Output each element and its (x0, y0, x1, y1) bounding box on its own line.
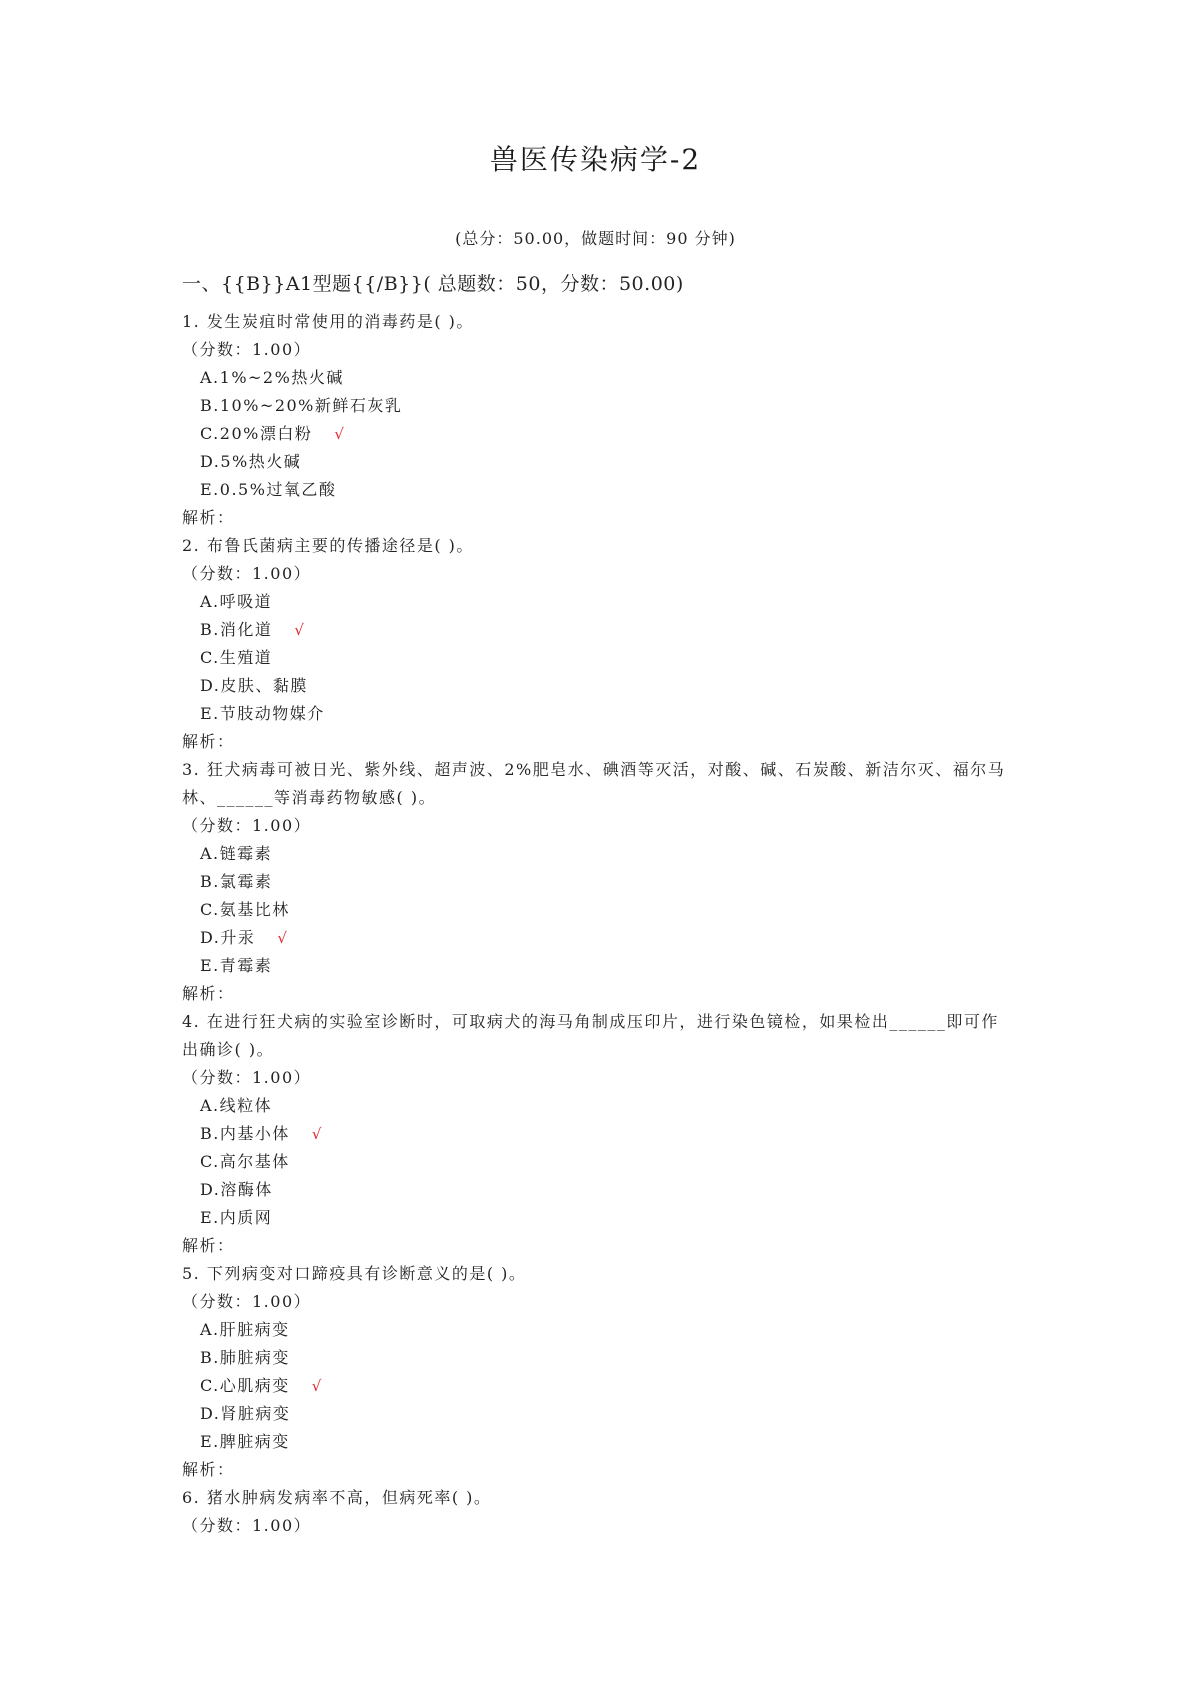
exam-meta: (总分：50.00，做题时间：90 分钟) (455, 229, 736, 248)
option-list (182, 1092, 1012, 1232)
option-label: A.肝脏病变 (200, 1320, 290, 1339)
option-label: A.线粒体 (200, 1096, 273, 1115)
question-score: （分数：1.00） (182, 564, 312, 583)
option-label: B.消化道 (200, 620, 273, 639)
option-label: D.升汞 (200, 928, 256, 947)
question-item (182, 756, 1012, 1008)
answer-option (182, 868, 1012, 896)
option-label: B.内基小体 (200, 1124, 290, 1143)
answer-option (182, 644, 1012, 672)
question-text: 6. 猪水肿病发病率不高，但病死率( )。 (182, 1488, 492, 1507)
answer-option (182, 364, 1012, 392)
question-item (182, 1484, 1012, 1540)
answer-option (182, 1176, 1012, 1204)
question-item (182, 1260, 1012, 1484)
answer-option (182, 672, 1012, 700)
option-label: D.皮肤、黏膜 (200, 676, 308, 695)
answer-option (182, 840, 1012, 868)
option-label: C.高尔基体 (200, 1152, 290, 1171)
option-label: A.1%~2%热火碱 (200, 368, 344, 387)
answer-option (182, 1344, 1012, 1372)
document-title: 兽医传染病学-2 (489, 143, 702, 176)
correct-check-icon: √ (311, 1125, 323, 1143)
correct-check-icon: √ (311, 1377, 323, 1395)
analysis-label: 解析： (182, 1460, 235, 1479)
answer-option (182, 952, 1012, 980)
option-label: E.脾脏病变 (200, 1432, 290, 1451)
answer-option (182, 896, 1012, 924)
answer-option (182, 1204, 1012, 1232)
question-item (182, 1008, 1012, 1260)
question-score: （分数：1.00） (182, 816, 312, 835)
option-list (182, 364, 1012, 504)
answer-option (182, 1372, 1012, 1400)
option-label: B.氯霉素 (200, 872, 273, 891)
question-score: （分数：1.00） (182, 1292, 312, 1311)
correct-check-icon: √ (334, 425, 346, 443)
question-item (182, 308, 1012, 532)
question-list (182, 308, 1012, 1540)
option-label: E.内质网 (200, 1208, 273, 1227)
answer-option (182, 588, 1012, 616)
answer-option (182, 448, 1012, 476)
analysis-label: 解析： (182, 1236, 235, 1255)
answer-option (182, 924, 1012, 952)
question-score: （分数：1.00） (182, 340, 312, 359)
answer-option (182, 1428, 1012, 1456)
answer-option (182, 420, 1012, 448)
question-score: （分数：1.00） (182, 1516, 312, 1535)
question-item (182, 532, 1012, 756)
answer-option (182, 392, 1012, 420)
answer-option (182, 1148, 1012, 1176)
question-score: （分数：1.00） (182, 1068, 312, 1087)
option-list (182, 1316, 1012, 1456)
option-list (182, 840, 1012, 980)
question-text: 1. 发生炭疽时常使用的消毒药是( )。 (182, 312, 474, 331)
question-text: 3. 狂犬病毒可被日光、紫外线、超声波、2%肥皂水、碘酒等灭活，对酸、碱、石炭酸、新洁尔灭、福尔马林、______等消毒药物敏感( )。 (182, 760, 1006, 807)
option-list (182, 588, 1012, 728)
option-label: E.节肢动物媒介 (200, 704, 325, 723)
option-label: E.0.5%过氧乙酸 (200, 480, 337, 499)
answer-option (182, 1120, 1012, 1148)
question-text: 2. 布鲁氏菌病主要的传播途径是( )。 (182, 536, 474, 555)
question-text: 5. 下列病变对口蹄疫具有诊断意义的是( )。 (182, 1264, 527, 1283)
question-text: 4. 在进行狂犬病的实验室诊断时，可取病犬的海马角制成压印片，进行染色镜检，如果检出______即可作出确诊( )。 (182, 1012, 999, 1059)
correct-check-icon: √ (294, 621, 306, 639)
correct-check-icon: √ (277, 929, 289, 947)
analysis-label: 解析： (182, 508, 235, 527)
section-heading: 一、{{B}}A1型题{{/B}}( 总题数：50，分数：50.00) (182, 273, 684, 295)
document-content (182, 270, 1012, 1540)
answer-option (182, 1092, 1012, 1120)
option-label: D.肾脏病变 (200, 1404, 291, 1423)
option-label: B.肺脏病变 (200, 1348, 290, 1367)
answer-option (182, 1316, 1012, 1344)
option-label: C.心肌病变 (200, 1376, 290, 1395)
analysis-label: 解析： (182, 732, 235, 751)
option-label: C.生殖道 (200, 648, 273, 667)
analysis-label: 解析： (182, 984, 235, 1003)
option-label: C.氨基比林 (200, 900, 290, 919)
answer-option (182, 476, 1012, 504)
option-label: D.5%热火碱 (200, 452, 302, 471)
option-label: B.10%~20%新鲜石灰乳 (200, 396, 403, 415)
answer-option (182, 700, 1012, 728)
option-label: D.溶酶体 (200, 1180, 273, 1199)
option-label: E.青霉素 (200, 956, 273, 975)
answer-option (182, 616, 1012, 644)
option-label: C.20%漂白粉 (200, 424, 313, 443)
option-label: A.链霉素 (200, 844, 273, 863)
option-label: A.呼吸道 (200, 592, 273, 611)
answer-option (182, 1400, 1012, 1428)
